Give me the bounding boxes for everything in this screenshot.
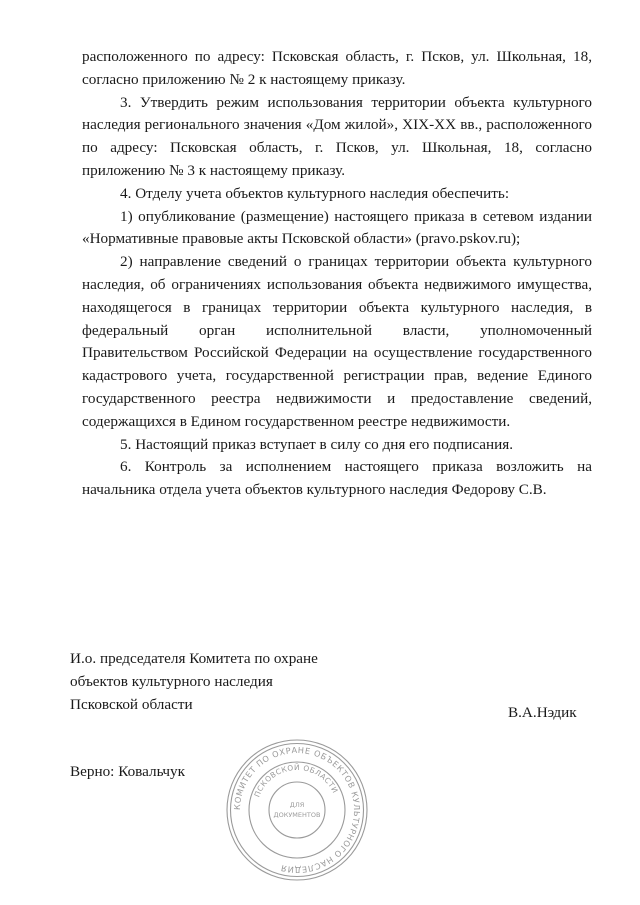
signatory-position-line: объектов культурного наследия [70,672,273,690]
paragraph-item-4-2: 2) направление сведений о границах территории объекта культурного наследия, об ограничениях использования объекта недвижимого имущества, находящегося в границах территории объекта культурного наследия, в федеральный орган исполнительной власти, уполномоченный Правительством Российской Федерации на осуществление государственного кадастрового учета, государственной регистрации прав, ведение Единого государственного реестра недвижимости и предоставление сведений, содержащихся в Едином государственном реестре недвижимости. [82,253,592,430]
paragraph-address-appendix-2: расположенного по адресу: Псковская область, г. Псков, ул. Школьная, 18, согласно приложению № 2 к настоящему приказу. [82,48,592,88]
seal-rings [227,740,367,880]
seal-center-text-2: ДОКУМЕНТОВ [273,811,321,819]
paragraph-item-4-1: 1) опубликование (размещение) настоящего приказа в сетевом издании «Нормативные правовые акты Псковской области» (pravo.pskov.ru); [82,207,592,248]
paragraph-item-5: 5. Настоящий приказ вступает в силу со дня его подписания. [120,435,514,453]
seal-center-text-1: ДЛЯ [289,801,305,809]
copy-attestation: Верно: Ковальчук [70,763,185,780]
seal-outer-text: КОМИТЕТ ПО ОХРАНЕ ОБЪЕКТОВ КУЛЬТУРНОГО НАСЛЕДИЯ [231,744,363,876]
signatory-position-line: И.о. председателя Комитета по охране [70,650,318,667]
paragraph-item-6: 6. Контроль за исполнением настоящего приказа возложить на начальника отдела учета объектов культурного наследия Федорову С.В. [82,458,592,499]
document-body [82,46,592,502]
seal-inner-text: ПСКОВСКОЙ ОБЛАСТИ [252,762,340,799]
paragraph-item-3: 3. Утвердить режим использования территории объекта культурного наследия регионального значения «Дом жилой», XIX-XX вв., расположенного по адресу: Псковская область, г. Псков, ул. Школьная, 18, согласно приложению № 3 к настоящему приказу. [82,93,592,179]
signatory-name: В.А.Нэдик [508,704,577,721]
paragraph-item-4: 4. Отделу учета объектов культурного наследия обеспечить: [120,184,510,202]
signatory-position [70,648,318,716]
official-seal [222,735,372,885]
signatory-position-line: Псковской области [70,695,193,713]
